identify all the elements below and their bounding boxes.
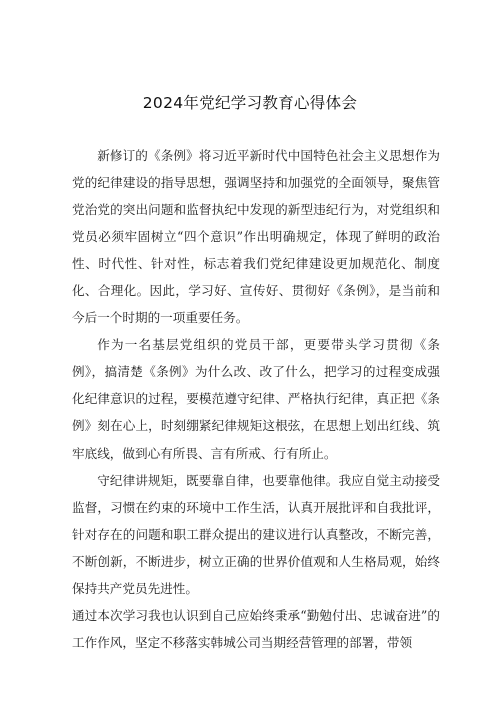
paragraph-3: 守纪律讲规矩，既要靠自律，也要靠他律。我应自觉主动接受监督，习惯在约束的环境中工作生活，认真开展批评和自我批评，针对存在的问题和职工群众提出的建议进行认真整改，不断完善，不断创新，不断进步，树立正确的世界价值观和人生格局观，始终保持共产党员先进性。	[72, 472, 440, 596]
paragraph-1: 新修订的《条例》将习近平新时代中国特色社会主义思想作为党的纪律建设的指导思想，强调坚持和加强党的全面领导，聚焦管党治党的突出问题和监督执纪中发现的新型违纪行为，对党组织和党员必须牢固树立“四个意识”作出明确规定，体现了鲜明的政治性、时代性、针对性，标志着我们党纪律建设更加规范化、制度化、合理化。因此，学习好、宣传好、贯彻好《条例》，是当前和今后一个时期的一项重要任务。	[72, 148, 440, 326]
document-body	[72, 142, 440, 656]
document-title: 2024年党纪学习教育心得体会	[142, 94, 358, 112]
paragraph-4: 通过本次学习我也认识到自己应始终秉承“勤勉付出、忠诚奋进”的工作作风，坚定不移落实韩城公司当期经营管理的部署，带领	[72, 607, 440, 650]
paragraph-2: 作为一名基层党组织的党员干部，更要带头学习贯彻《条例》，搞清楚《条例》为什么改、改了什么，把学习的过程变成强化纪律意识的过程，要模范遵守纪律、严格执行纪律，真正把《条例》刻在心上，时刻绷紧纪律规矩这根弦，在思想上划出红线、筑牢底线，做到心有所畏、言有所戒、行有所止。	[72, 337, 440, 461]
